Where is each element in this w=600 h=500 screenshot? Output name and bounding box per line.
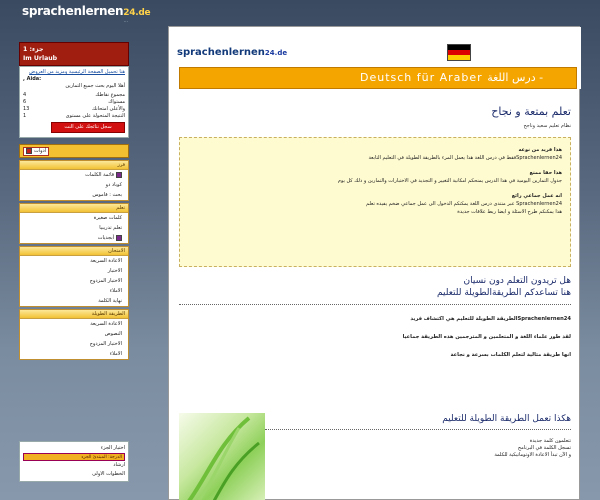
menu-head: تعلم [20,204,128,213]
section-heading: هنا تساعدكم الطريقةالطويلة للتعليم [437,288,571,298]
part-select-label: اختيار الجزء [100,445,125,451]
german-flag-icon [447,44,471,61]
user-desc: أهلا اليوم بحث جميع التمارين [65,83,125,89]
step-text: تتعلمون كلمة جديدة [529,438,571,444]
divider [265,429,571,430]
menu-item[interactable]: الاعادة السريعة [90,258,122,264]
feature-title: انه عمل جماعي رائع [511,193,562,199]
decorative-image [179,413,265,500]
step-text: تسجل الكلمة في البرنامج [517,445,571,451]
step-text: و الآن تبدأ الاعادة الاوتوماتيكية للكلمة [494,452,571,458]
main-header [169,27,581,89]
menu-group-learn [19,203,129,244]
menu-item-alphabet[interactable]: أبجديات [20,233,128,243]
section-heading: هكذا تعمل الطريقة الطويلة للتعليم [442,414,571,424]
home-link[interactable]: هنا تحميل الصفحة الرئيسية ومزيد من العروض [29,69,125,75]
feature-title: هذا حقا ممتع [529,170,562,176]
menu-head: الطريقة الطويلة [20,310,128,319]
stat-row: والأعلى امتحانك 13 [23,106,125,112]
page-subtitle: نظام تعليم سعيد وناجح [523,123,571,129]
menu-item[interactable]: كلمات صغيرة [93,215,122,221]
features-box [179,137,571,267]
page-title: تعلم بمتعة و نجاح [491,105,571,118]
menu-item[interactable]: الاملاء [109,351,122,357]
menu-item[interactable]: كوباد دو [105,182,122,188]
menu-item[interactable]: النصوص [104,331,122,337]
lesson-box [19,42,129,66]
main-logo[interactable]: sprachenlernen24.de [177,47,288,58]
menu-group-sort [19,160,129,201]
bold-text: انها طريقة مثالية لتعلم الكلمات بسرعة و نجاعة [450,352,571,358]
menu-item-dictionary[interactable]: بحث : قاموس [92,192,122,198]
content [169,95,581,369]
menu-item[interactable]: الاختبار المزدوج [89,278,122,284]
save-results-button[interactable]: سجل نتائجك على النت [51,122,125,133]
book-icon [116,235,122,241]
menu-group-exam [19,246,129,307]
sidebar [19,42,129,360]
book-icon [116,172,122,178]
site-logo[interactable] [22,4,151,34]
menu-item[interactable]: الخطوات الاولى [92,471,125,477]
user-name: , Aida: [23,76,42,82]
menu-item[interactable]: الاعادة السريعة [90,321,122,327]
menu-item[interactable]: نهاية الكلمة [98,298,122,304]
section-heading: هل تريدون التعلم دون نسيان [463,276,571,286]
feature-text: Sprachenlernen24 عبر منتدى درس اللغة يمكنكم الدخول الى عمل جماعي ضخم يفيده تعلم [366,201,562,207]
bold-text: Sprachenlernen24الطريقة الطويلة للتعليم هي اكتشاف فريد [410,316,571,322]
menu-item[interactable]: ارشاد [113,462,125,468]
lesson-title: Im Urlaub [23,55,58,62]
menu-group-long-method [19,309,129,360]
logo-text: sprachenlernen24.de [22,4,151,18]
tools-header [19,144,129,158]
part-select[interactable]: الدرجة: المبتدئ الجزء [23,453,125,461]
stat-row: النتيجة المتحولة على مستوى 1 [23,113,125,119]
feature-text: هذا يمكنكم طرح الاسئلة و ايضا ربط علاقات جديدة [457,209,562,215]
stat-row: مستواك 6 [23,99,125,105]
logo-tagline: ... [123,19,128,24]
menu-item[interactable]: الاختبار [107,268,122,274]
feature-title: هذا فريد من نوعه [518,147,562,153]
bold-text: لقد طور علماء اللغة و المتعلمين و المترجمين هذه الطريقة جماعيا [402,334,571,340]
stat-row: مجموع نقاطك 4 [23,92,125,98]
main-panel [168,26,580,500]
tools-button[interactable]: أدوات [23,147,49,156]
feature-text: جدول التمارين اليومية في هذا الدرس يمنحكم امكانية التغيير و التجديد في الاختبارات والتمارين و ذلك كل يوم [337,178,562,184]
menu-head: الامتحان [20,247,128,256]
divider [179,304,571,305]
lesson-part: 1 :جزء [23,46,44,53]
user-box [19,66,129,138]
menu-item[interactable]: تعلم تدريبيا [99,225,122,231]
menu-item[interactable]: الاختبار المزدوج [89,341,122,347]
grass-illustration [179,413,265,500]
menu-head: فرز [20,161,128,170]
tools-icon [26,148,32,154]
feature-text: Sprachenlernen24فقط في درس اللغة هذا يعمل المرء بالطريقة الطويلة في التعليم التابعة [368,155,562,161]
course-banner: Deutsch für Araber درس اللغة - [179,67,577,89]
part-select-box [19,441,129,482]
menu-item-word-list[interactable]: قائمة الكلمات [20,170,128,180]
menu-item[interactable]: الاملاء [109,288,122,294]
how-it-works [265,413,571,459]
